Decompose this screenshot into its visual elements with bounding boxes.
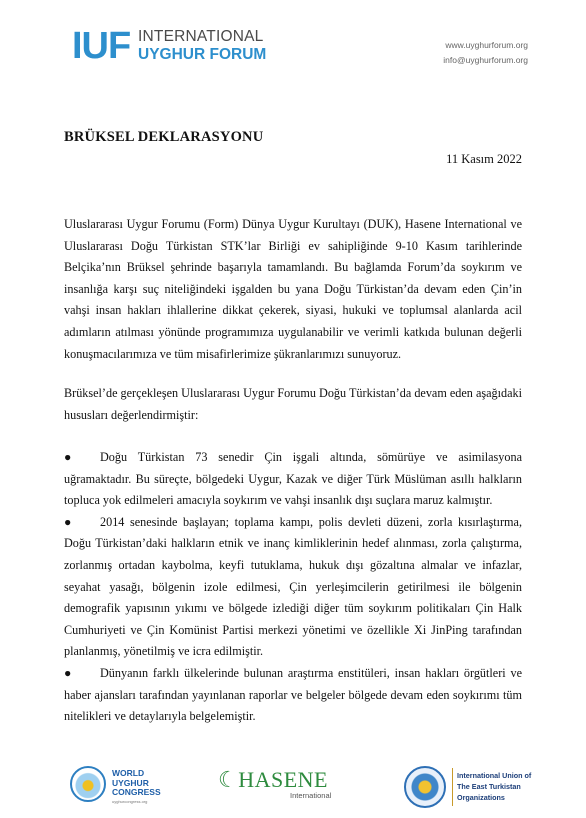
wuc-name: WORLD UYGHUR CONGRESS xyxy=(112,768,161,797)
hasene-logo xyxy=(218,767,338,807)
bullet-text: Dünyanın farklı ülkelerinde bulunan araştırma enstitüleri, insan hakları örgütleri ve haber ajansları tarafından yayınlanan raporlar ve belgeler bölgede devam eden soykırımı tüm nitelikleri ve detaylarıyla belgelemiştir. xyxy=(64,665,522,724)
ieto-name: International Union of The East Turkistan Organizations xyxy=(457,771,532,802)
bullet-text: 2014 senesinde başlayan; toplama kampı, polis devleti düzeni, zorla kısırlaştırma, Doğu Türkistan’daki halkların etnik ve inanç kimliklerinin hedef alınması, zorla çalıştırma, zorlanmış ortadan kaybolma, keyfi tutuklama, hukuk dışı gözaltına almalar ve infazlar, seyahat yasağı, bölgenin izole edilmesi, Çin yerleşimcilerin getirilmesi ile bölgenin demografik yapısının yıkımı ve bölgede izlediği diğer tüm soykırım politikaları Çin Halk Cumhuriyeti ve Çin Komünist Partisi merkezi yönetimi ve özellikle Xi JinPing tarafından planlanmış, yönetilmiş ve icra edilmiştir. xyxy=(64,514,522,659)
website-link[interactable]: www.uyghurforum.org xyxy=(445,40,528,50)
bullet-dot: ● xyxy=(64,665,72,680)
ieto-divider xyxy=(452,768,453,806)
wuc-emblem-icon xyxy=(70,766,106,802)
paragraph-assessment: Brüksel’de gerçekleşen Uluslararası Uygur Forumu Doğu Türkistan’da devam eden aşağıdaki hususları değerlendirmiştir: xyxy=(64,386,522,422)
bullet-dot: ● xyxy=(64,450,72,464)
list-item xyxy=(64,512,522,663)
document-date: 11 Kasım 2022 xyxy=(446,152,522,166)
wuc-url: uyghurcongress.org xyxy=(112,799,148,804)
world-uyghur-congress-logo xyxy=(70,766,190,806)
paragraph-intro: Uluslararası Uygur Forumu (Form) Dünya Uygur Kurultayı (DUK), Hasene International ve Uluslararası Doğu Türkistan STK’lar Birliği ev sahipliğinde 9-10 Kasım tarihlerinde Belçika’nın Brüksel şehrinde başarıyla tamamlandı. Bu bağlamda Forum’da soykırım ve insanlığa karşı suç niteliğindeki işgalden bu yana Doğu Türkistan’da devam eden Çin’in vahşi insan hakları ihlallerine dikkat çekerek, siyasi, hukuki ve toplumsal alanlarda acil adımların atılması yönünde programımıza uygulanabilir ve verimli katkıda bulunan değerli konuşmacılarımıza ve tüm misafirlerimize şükranlarımızı sunuyoruz. xyxy=(64,217,522,361)
document-title: BRÜKSEL DEKLARASYONU xyxy=(64,129,264,145)
hasene-subtitle: International xyxy=(290,791,332,800)
list-item xyxy=(64,447,522,512)
bullet-dot: ● xyxy=(64,514,72,529)
email-link[interactable]: info@uyghurforum.org xyxy=(443,55,528,65)
contact-info xyxy=(443,38,528,68)
logo-mark: IUF xyxy=(72,25,131,67)
ieto-emblem-icon xyxy=(404,766,446,808)
ieto-logo xyxy=(404,766,544,810)
bullet-list xyxy=(64,447,522,728)
logo-line-uyghur-forum: UYGHUR FORUM xyxy=(138,46,267,63)
logo-line-international: INTERNATIONAL xyxy=(138,28,264,45)
list-item xyxy=(64,663,522,728)
hasene-name: ☾HASENE xyxy=(218,767,328,792)
bullet-text: Doğu Türkistan 73 senedir Çin işgali altında, sömürüye ve asimilasyona uğramaktadır. Bu süreçte, bölgedeki Uygur, Kazak ve diğer Türk Müslüman asıllı halkların topluca yok edilmeleri amacıyla soykırım ve vahşi insanlık dışı suçlara maruz kalmıştır. xyxy=(64,450,522,508)
